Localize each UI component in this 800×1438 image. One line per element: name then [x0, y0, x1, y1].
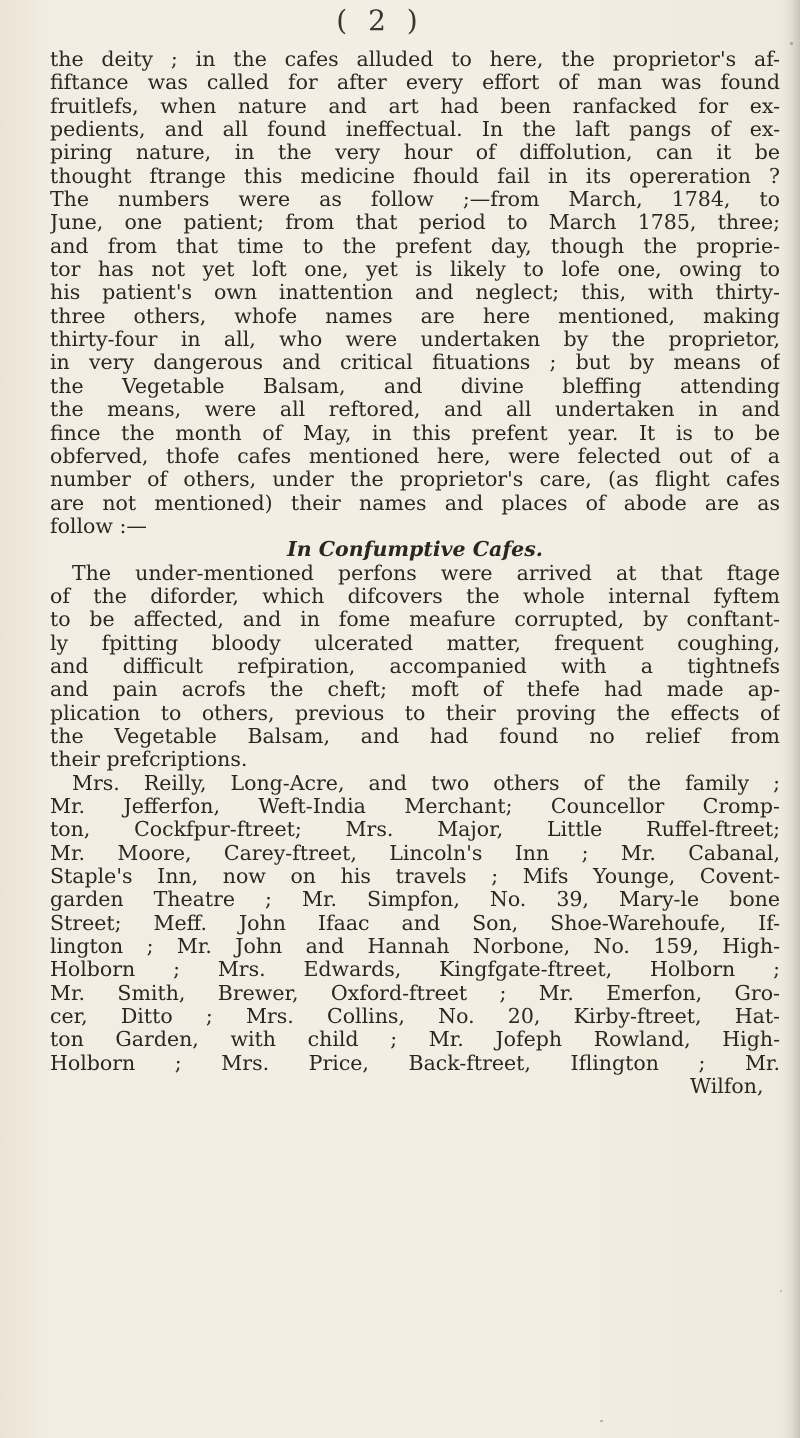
- text-line: Street; Meff. John Ifaac and Son, Shoe-Warehoufe, If-: [50, 911, 780, 935]
- text-line: lington ; Mr. John and Hannah Norbone, No. 159, High-: [50, 935, 780, 959]
- text-line: Holborn ; Mrs. Price, Back-ftreet, Iflington ; Mr.: [50, 1051, 780, 1075]
- text-line: thirty-four in all, who were undertaken by the proprietor,: [50, 328, 780, 352]
- text-line: Mr. Moore, Carey-ftreet, Lincoln's Inn ; Mr. Cabanal,: [50, 841, 780, 865]
- text-line: tor has not yet loft one, yet is likely to lofe one, owing to: [50, 258, 780, 282]
- text-line: pedients, and all found ineffectual. In the laft pangs of ex-: [50, 118, 780, 142]
- text-line: the Vegetable Balsam, and had found no relief from: [50, 724, 780, 748]
- text-line: The numbers were as follow ;—from March, 1784, to: [50, 188, 780, 212]
- paper-speck: [790, 42, 793, 45]
- text-line: the deity ; in the cafes alluded to here, the proprietor's af-: [50, 48, 780, 71]
- text-line: follow :—: [50, 514, 147, 538]
- text-line: Mr. Jefferfon, Weft-India Merchant; Councellor Cromp-: [50, 795, 780, 818]
- text-line: and difficult refpiration, accompanied with a tightnefs: [50, 654, 780, 678]
- text-line: of the diforder, which difcovers the whole internal fyftem: [50, 584, 780, 608]
- text-line: fiftance was called for after every effort of man was found: [50, 71, 780, 95]
- text-line: ton Garden, with child ; Mr. Jofeph Rowland, High-: [50, 1028, 780, 1052]
- text-line: and from that time to the prefent day, though the proprie-: [50, 234, 780, 258]
- text-line: ton, Cockfpur-ftreet; Mrs. Major, Little Ruffel-ftreet;: [50, 818, 780, 842]
- text-line: ly fpitting bloody ulcerated matter, frequent coughing,: [50, 631, 780, 655]
- page-edge-shadow: [782, 0, 800, 1438]
- text-line: the means, were all reftored, and all undertaken in and: [50, 398, 780, 422]
- catchword: Wilfon,: [690, 1075, 764, 1099]
- text-line: piring nature, in the very hour of diffolution, can it be: [50, 141, 780, 165]
- body-text: [50, 48, 780, 1098]
- text-line: June, one patient; from that period to March 1785, three;: [50, 211, 780, 235]
- text-line: garden Theatre ; Mr. Simpfon, No. 39, Mary-le bone: [50, 888, 780, 912]
- text-line: his patient's own inattention and neglect; this, with thirty-: [50, 281, 780, 305]
- text-line: their prefcriptions.: [50, 748, 248, 772]
- text-line: fruitlefs, when nature and art had been ranfacked for ex-: [50, 94, 780, 118]
- paper-speck: [600, 1420, 603, 1422]
- page-number: ( 2 ): [336, 4, 424, 37]
- text-line: Mrs. Reilly, Long-Acre, and two others of the family ;: [72, 771, 780, 795]
- text-line: are not mentioned) their names and places of abode are as: [50, 491, 780, 515]
- text-line: Staple's Inn, now on his travels ; Mifs Younge, Covent-: [50, 865, 780, 889]
- section-heading: In Confumptive Cafes.: [287, 538, 543, 562]
- text-line: The under-mentioned perfons were arrived at that ftage: [72, 561, 780, 585]
- paper-speck: [780, 1290, 782, 1292]
- text-line: three others, whofe names are here mentioned, making: [50, 304, 780, 328]
- text-line: in very dangerous and critical fituations ; but by means of: [50, 351, 780, 375]
- text-line: Holborn ; Mrs. Edwards, Kingfgate-ftreet, Holborn ;: [50, 958, 780, 982]
- text-line: cer, Ditto ; Mrs. Collins, No. 20, Kirby-ftreet, Hat-: [50, 1005, 780, 1029]
- text-line: and pain acrofs the cheft; moft of thefe had made ap-: [50, 678, 780, 702]
- text-line: Mr. Smith, Brewer, Oxford-ftreet ; Mr. Emerfon, Gro-: [50, 981, 780, 1005]
- text-line: number of others, under the proprietor's care, (as flight cafes: [50, 468, 780, 492]
- text-line: fince the month of May, in this prefent year. It is to be: [50, 421, 780, 445]
- text-line: plication to others, previous to their proving the effects of: [50, 701, 780, 725]
- text-line: thought ftrange this medicine fhould fail in its opereration ?: [50, 164, 780, 188]
- text-line: the Vegetable Balsam, and divine bleffing attending: [50, 374, 780, 398]
- text-line: to be affected, and in fome meafure corrupted, by conftant-: [50, 608, 780, 632]
- text-line: obferved, thofe cafes mentioned here, were felected out of a: [50, 444, 780, 468]
